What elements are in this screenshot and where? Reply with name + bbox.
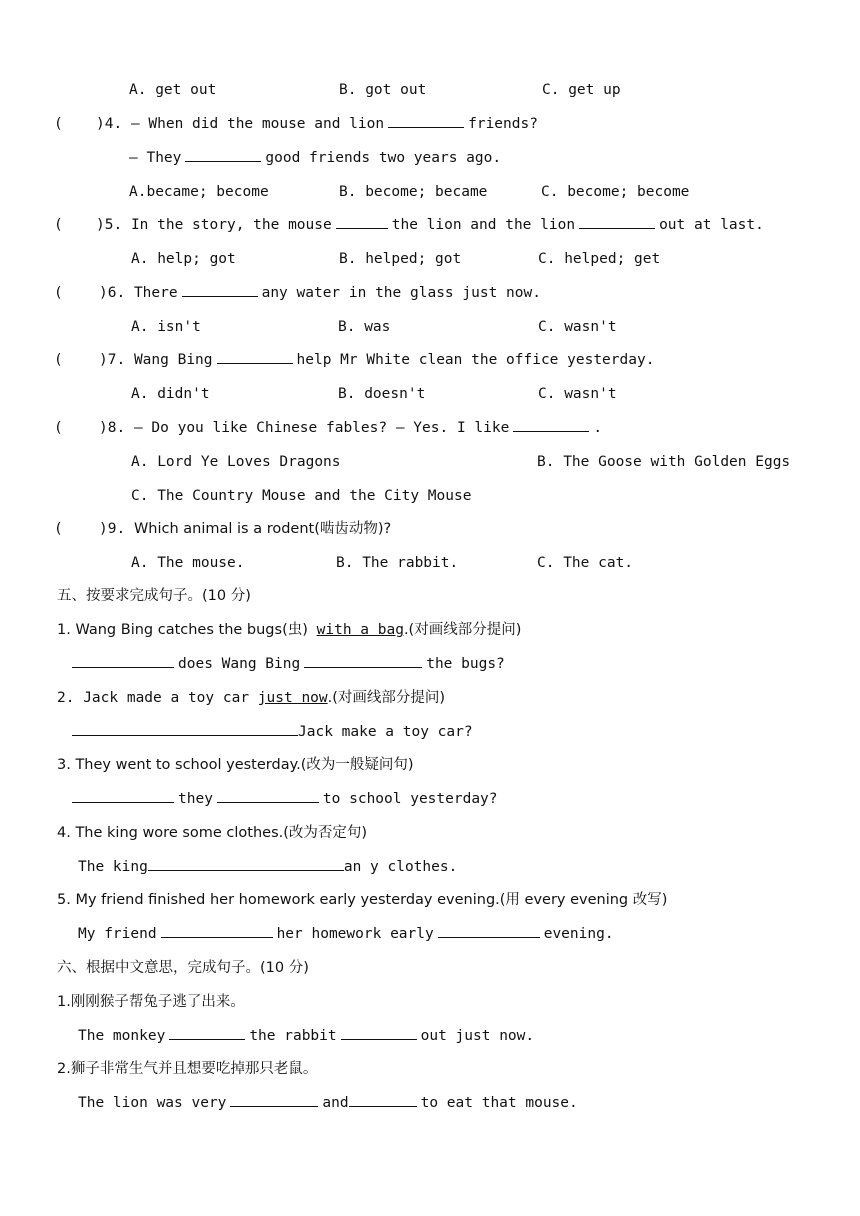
question-text: friends?: [468, 116, 538, 132]
underlined-phrase: with a bag: [316, 622, 404, 638]
answer-text: the bugs?: [426, 656, 505, 672]
question-close-paren: ): [99, 285, 108, 301]
q8-option-b: B. The Goose with Golden Eggs: [537, 454, 791, 470]
q4-option-c: C. become; become: [541, 184, 690, 200]
question-number: 4.: [104, 116, 123, 132]
question-number: 5.: [104, 217, 123, 233]
q6-option-a: A. isn't: [131, 319, 201, 335]
instruction: .(对画线部分提问): [327, 690, 446, 706]
answer-paren: (: [54, 116, 63, 132]
answer-text: they: [178, 791, 213, 807]
answer-text: My friend: [78, 926, 157, 942]
question-close-paren: ): [99, 352, 108, 368]
answer-text: to eat that mouse.: [420, 1095, 578, 1111]
q7-option-b: B. doesn't: [338, 386, 426, 402]
q3-option-b: B. got out: [339, 82, 427, 98]
q3-option-c: C. get up: [542, 82, 621, 98]
answer-blank: [72, 721, 298, 736]
question-text: — They: [129, 150, 182, 166]
q3-option-a: A. get out: [129, 82, 217, 98]
answer-text: to school yesterday?: [322, 791, 498, 807]
q5-option-b: B. helped; got: [339, 251, 462, 267]
question-text: the lion and the lion: [391, 217, 576, 233]
q9-option-a: A. The mouse.: [131, 555, 245, 571]
question-close-paren: ): [99, 420, 108, 436]
answer-text: Jack make a toy car?: [298, 724, 473, 740]
question-text: — When did the mouse and lion: [130, 116, 385, 132]
answer-blank: [336, 214, 388, 229]
q6-option-c: C. wasn't: [538, 319, 617, 335]
answer-blank: [148, 856, 344, 871]
question-close-paren: ): [99, 521, 108, 537]
answer-blank: [349, 1092, 417, 1107]
answer-blank: [230, 1092, 318, 1107]
answer-paren: (: [54, 420, 63, 436]
section-6-heading: 六、根据中文意思，完成句子。(10 分): [57, 960, 309, 976]
question-text: — Do you like Chinese fables? — Yes. I like: [133, 420, 510, 436]
answer-blank: [304, 653, 422, 668]
question-text: In the story, the mouse: [130, 217, 332, 233]
question-text: .: [593, 420, 603, 436]
answer-text: and: [322, 1095, 349, 1111]
question-number: 6.: [107, 285, 126, 301]
answer-blank: [72, 788, 174, 803]
sentence-text: 5. My friend finished her homework early yesterday evening.(用 every evening 改写): [57, 892, 668, 908]
q6-option-b: B. was: [338, 319, 391, 335]
answer-paren: (: [54, 352, 63, 368]
q9-option-c: C. The cat.: [537, 555, 634, 571]
question-text: good friends two years ago.: [265, 150, 502, 166]
answer-blank: [182, 282, 258, 297]
answer-text: an y clothes.: [343, 859, 458, 875]
answer-blank: [579, 214, 655, 229]
answer-text: her homework early: [276, 926, 434, 942]
question-close-paren: ): [96, 217, 105, 233]
question-text: Which animal is a rodent(啮齿动物)?: [133, 521, 392, 537]
answer-blank: [341, 1025, 417, 1040]
q7-option-a: A. didn't: [131, 386, 210, 402]
q5-option-c: C. helped; get: [538, 251, 661, 267]
answer-blank: [388, 113, 464, 128]
answer-text: does Wang Bing: [178, 656, 301, 672]
question-number: 7.: [107, 352, 126, 368]
question-close-paren: ): [96, 116, 105, 132]
answer-text: out just now.: [420, 1028, 535, 1044]
q9-option-b: B. The rabbit.: [336, 555, 459, 571]
answer-paren: (: [54, 217, 63, 233]
answer-text: The monkey: [78, 1028, 166, 1044]
answer-text: The lion was very: [78, 1095, 227, 1111]
question-text: There: [133, 285, 178, 301]
section-5-heading: 五、按要求完成句子。(10 分): [57, 588, 251, 604]
underlined-phrase: just now: [257, 690, 328, 706]
answer-paren: (: [54, 285, 63, 301]
q7-option-c: C. wasn't: [538, 386, 617, 402]
answer-blank: [72, 653, 174, 668]
answer-text: the rabbit: [249, 1028, 337, 1044]
answer-blank: [217, 349, 293, 364]
chinese-prompt: 1.刚刚猴子帮兔子逃了出来。: [57, 994, 245, 1010]
q5-option-a: A. help; got: [131, 251, 236, 267]
answer-paren: (: [54, 521, 63, 537]
q4-option-b: B. become; became: [339, 184, 488, 200]
question-text: Wang Bing: [133, 352, 213, 368]
answer-blank: [185, 147, 261, 162]
question-text: help Mr White clean the office yesterday.: [296, 352, 655, 368]
answer-blank: [217, 788, 319, 803]
answer-blank: [161, 923, 273, 938]
answer-blank: [438, 923, 540, 938]
answer-text: evening.: [543, 926, 614, 942]
question-number: 9.: [107, 521, 126, 537]
question-number: 8.: [107, 420, 126, 436]
sentence-text: 2. Jack made a toy car: [57, 690, 250, 706]
chinese-prompt: 2.狮子非常生气并且想要吃掉那只老鼠。: [57, 1061, 318, 1077]
q8-option-a: A. Lord Ye Loves Dragons: [131, 454, 341, 470]
instruction: .(对画线部分提问): [403, 622, 522, 638]
answer-text: The king: [78, 859, 148, 875]
q8-option-c: C. The Country Mouse and the City Mouse: [131, 488, 472, 504]
q4-option-a: A.became; become: [129, 184, 269, 200]
sentence-text: 4. The king wore some clothes.(改为否定句): [57, 825, 368, 841]
sentence-text: 1. Wang Bing catches the bugs(虫): [57, 622, 308, 638]
answer-blank: [169, 1025, 245, 1040]
question-text: out at last.: [659, 217, 764, 233]
answer-blank: [513, 417, 589, 432]
question-text: any water in the glass just now.: [261, 285, 541, 301]
sentence-text: 3. They went to school yesterday.(改为一般疑问句): [57, 757, 414, 773]
